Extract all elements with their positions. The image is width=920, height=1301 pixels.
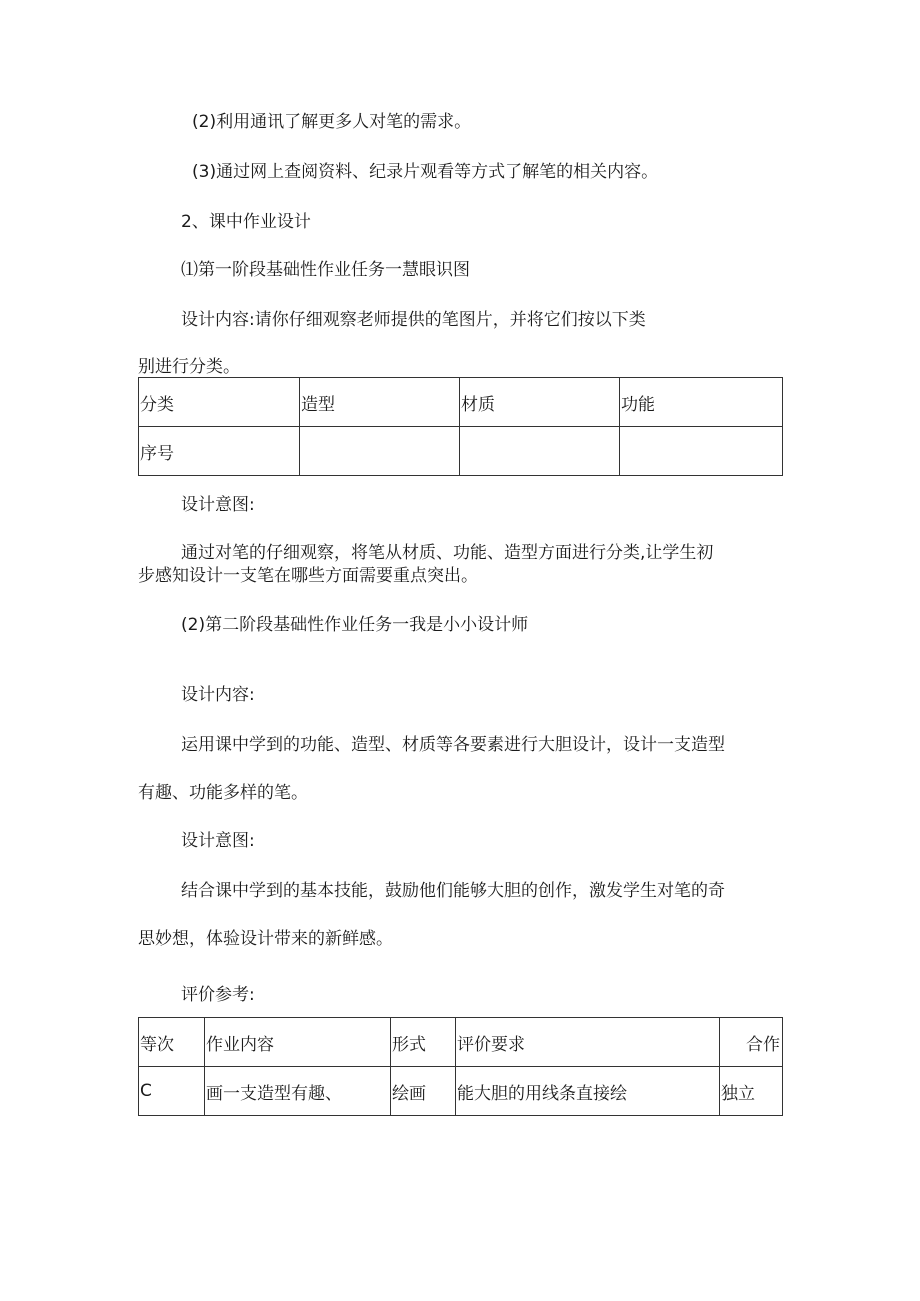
table-cell: 评价要求 [456, 1018, 720, 1067]
paragraph-research: (3)通过网上查阅资料、纪录片观看等方式了解笔的相关内容。 [192, 162, 659, 182]
table-cell: 造型 [300, 378, 460, 427]
paragraph-intent-1b: 步感知设计一支笔在哪些方面需要重点突出。 [138, 566, 478, 586]
table-cell [460, 427, 620, 476]
table-cell: 绘画 [391, 1067, 456, 1116]
table-row [139, 427, 783, 476]
table-cell: 功能 [620, 378, 783, 427]
table-cell: 等次 [139, 1018, 205, 1067]
table-cell: 序号 [139, 427, 300, 476]
paragraph-intent-2a: 结合课中学到的基本技能，鼓励他们能够大胆的创作，激发学生对笔的奇 [181, 881, 725, 901]
table-row [139, 378, 783, 427]
heading-stage-two: (2)第二阶段基础性作业任务一我是小小设计师 [181, 615, 529, 635]
table-row [139, 1067, 783, 1116]
heading-in-class-homework: 2、课中作业设计 [181, 212, 311, 232]
table-cell: C [139, 1067, 205, 1116]
paragraph-intent-2b: 思妙想，体验设计带来的新鲜感。 [138, 929, 393, 949]
paragraph-design-content-2a: 运用课中学到的功能、造型、材质等各要素进行大胆设计，设计一支造型 [181, 735, 725, 755]
table-cell: 分类 [139, 378, 300, 427]
evaluation-table [138, 1017, 783, 1116]
heading-stage-one: ⑴第一阶段基础性作业任务一慧眼识图 [181, 260, 470, 280]
table-cell: 形式 [391, 1018, 456, 1067]
heading-design-content-2: 设计内容: [181, 685, 255, 705]
classification-table [138, 377, 783, 476]
table-cell: 材质 [460, 378, 620, 427]
heading-evaluation-reference: 评价参考: [181, 985, 255, 1005]
table-cell: 能大胆的用线条直接绘 [456, 1067, 720, 1116]
paragraph-need-survey: (2)利用通讯了解更多人对笔的需求。 [192, 112, 472, 132]
heading-design-intent-2: 设计意图: [181, 831, 255, 851]
table-cell: 独立 [720, 1067, 783, 1116]
paragraph-design-content-2b: 有趣、功能多样的笔。 [138, 783, 308, 803]
table-cell: 合作 [720, 1018, 783, 1067]
table-cell: 作业内容 [205, 1018, 391, 1067]
heading-design-intent-1: 设计意图: [181, 495, 255, 515]
table-row [139, 1018, 783, 1067]
paragraph-design-content-1a: 设计内容:请你仔细观察老师提供的笔图片，并将它们按以下类 [181, 310, 646, 330]
paragraph-intent-1a: 通过对笔的仔细观察，将笔从材质、功能、造型方面进行分类,让学生初 [181, 543, 714, 563]
table-cell [620, 427, 783, 476]
paragraph-design-content-1b: 别进行分类。 [138, 357, 240, 377]
table-cell: 画一支造型有趣、 [205, 1067, 391, 1116]
table-cell [300, 427, 460, 476]
